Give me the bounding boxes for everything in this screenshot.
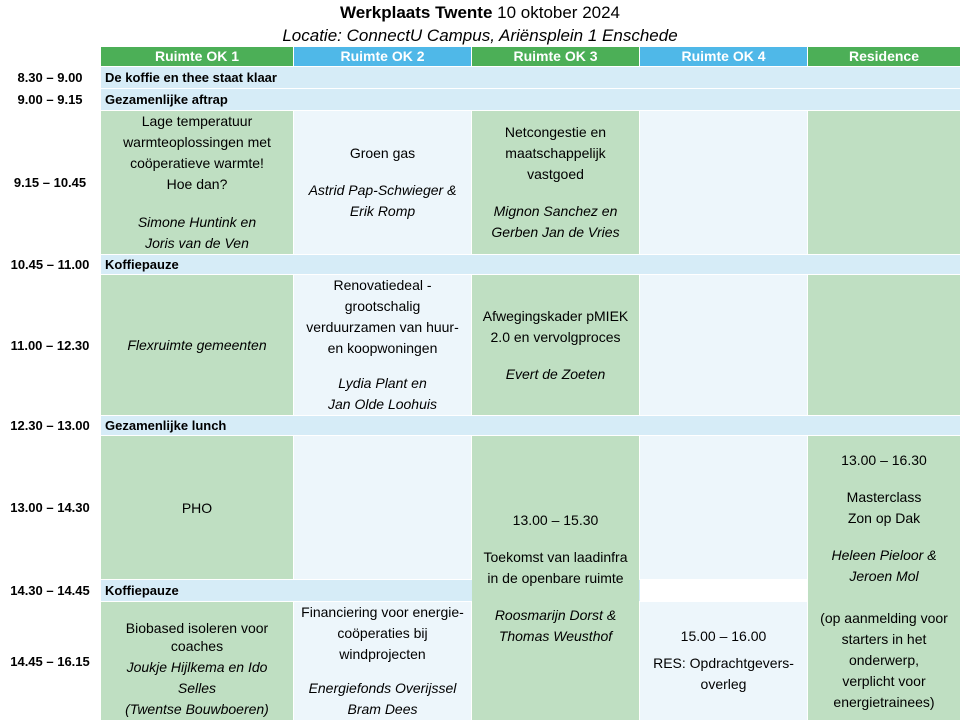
room-header-ok4: Ruimte OK 4 bbox=[640, 47, 807, 66]
session-card bbox=[101, 436, 293, 579]
room-header-residence: Residence bbox=[808, 47, 960, 66]
session-title-line: 13.00 – 15.30 bbox=[512, 512, 599, 528]
time-slot: 8.30 – 9.00 bbox=[17, 70, 83, 85]
session-title-line: coaches bbox=[170, 638, 224, 654]
session-card bbox=[294, 275, 471, 415]
time-slot: 10.45 – 11.00 bbox=[10, 257, 90, 272]
session-title-line: Toekomst van laadinfra bbox=[483, 549, 628, 565]
session-speaker: Astrid Pap-Schwieger & bbox=[308, 182, 457, 198]
session-title-line: Masterclass bbox=[846, 489, 922, 505]
session-note: onderwerp, bbox=[848, 652, 920, 668]
room-header-ok3: Ruimte OK 3 bbox=[472, 47, 639, 66]
session-card bbox=[101, 111, 293, 254]
session-speaker: Joukje Hijlkema en Ido Selles bbox=[126, 659, 268, 696]
session-card bbox=[294, 602, 471, 720]
empty-slot bbox=[640, 275, 807, 415]
session-speaker: Roosmarijn Dorst & bbox=[494, 607, 617, 623]
time-slot: 11.00 – 12.30 bbox=[10, 337, 90, 353]
session-speaker: Bram Dees bbox=[347, 701, 418, 717]
session-title-line: Netcongestie en bbox=[504, 124, 607, 140]
session-title-line: Hoe dan? bbox=[166, 176, 228, 192]
session-speaker: Heleen Pieloor & bbox=[831, 547, 937, 563]
session-title-line: maatschappelijk bbox=[505, 145, 606, 161]
session-title-line: Afwegingskader pMIEK bbox=[482, 307, 629, 324]
room-header-ok1: Ruimte OK 1 bbox=[101, 47, 293, 66]
session-title-line: 2.0 en vervolgproces bbox=[490, 328, 621, 345]
session-title-line: 13.00 – 16.30 bbox=[841, 452, 927, 468]
session-title-line: Biobased isoleren voor bbox=[125, 620, 269, 636]
session-title-line: Groen gas bbox=[349, 145, 416, 161]
session-note: starters in het bbox=[841, 631, 927, 647]
session-speaker: Joris van de Ven bbox=[145, 235, 249, 251]
page-title bbox=[0, 2, 960, 24]
empty-slot bbox=[640, 436, 807, 579]
session-speaker: Evert de Zoeten bbox=[505, 365, 606, 382]
break-row: Koffiepauze bbox=[101, 255, 960, 274]
session-title-line: overleg bbox=[700, 676, 747, 692]
session-card bbox=[808, 436, 960, 720]
session-title-line: verduurzamen van huur- bbox=[306, 319, 459, 335]
session-speaker: Jan Olde Loohuis bbox=[328, 396, 437, 412]
empty-slot bbox=[294, 436, 471, 579]
location-subtitle: Locatie: ConnectU Campus, Ariënsplein 1 Enschede bbox=[282, 26, 678, 45]
session-title-line: warmteoplossingen met bbox=[123, 134, 271, 150]
session-card bbox=[101, 602, 293, 720]
session-speaker: Gerben Jan de Vries bbox=[491, 224, 620, 240]
session-title-line: Flexruimte gemeenten bbox=[127, 336, 267, 353]
session-title-line: en koopwoningen bbox=[327, 340, 438, 356]
session-speaker: Jeroen Mol bbox=[849, 568, 919, 584]
session-title-line: coöperaties bij bbox=[337, 625, 428, 641]
session-note: energietrainees) bbox=[833, 694, 935, 710]
session-note: (op aanmelding voor bbox=[820, 610, 948, 626]
session-title-line: coöperatieve warmte! bbox=[130, 155, 264, 171]
empty-slot bbox=[640, 111, 807, 254]
break-row: Gezamenlijke lunch bbox=[101, 416, 960, 435]
session-title-line: Lage temperatuur bbox=[141, 113, 253, 129]
session-title-line: Renovatiedeal - bbox=[333, 277, 432, 293]
session-card bbox=[101, 275, 293, 415]
session-title-line: 15.00 – 16.00 bbox=[680, 628, 767, 644]
session-speaker: Thomas Weusthof bbox=[498, 628, 613, 644]
session-speaker: Energiefonds Overijssel bbox=[308, 680, 457, 696]
session-speaker: Mignon Sanchez en bbox=[493, 203, 618, 219]
session-title-line: PHO bbox=[181, 500, 213, 516]
session-speaker: Erik Romp bbox=[349, 203, 416, 219]
session-title-line: RES: Opdrachtgevers- bbox=[653, 655, 794, 671]
session-card bbox=[294, 111, 471, 254]
session-title-line: Zon op Dak bbox=[847, 510, 921, 526]
session-speaker: (Twentse Bouwboeren) bbox=[125, 701, 269, 717]
session-card bbox=[640, 602, 807, 720]
title-date: 10 oktober 2024 bbox=[492, 3, 621, 22]
title-bold: Werkplaats Twente bbox=[339, 3, 493, 22]
time-slot: 14.45 – 16.15 bbox=[10, 653, 90, 669]
empty-slot bbox=[808, 275, 960, 415]
session-speaker: Lydia Plant en bbox=[338, 375, 427, 391]
session-title-line: vastgoed bbox=[527, 166, 584, 182]
session-title-line: Financiering voor energie- bbox=[301, 604, 464, 620]
time-slot: 14.30 – 14.45 bbox=[10, 583, 90, 598]
session-card bbox=[472, 275, 639, 415]
time-slot: 9.00 – 9.15 bbox=[17, 92, 83, 107]
time-slot: 9.15 – 10.45 bbox=[13, 175, 87, 190]
session-title-line: grootschalig bbox=[344, 298, 421, 314]
room-header-ok2: Ruimte OK 2 bbox=[294, 47, 471, 66]
break-row: Gezamenlijke aftrap bbox=[101, 89, 960, 110]
session-speaker: Simone Huntink en bbox=[137, 214, 257, 230]
session-title-line: in de openbare ruimte bbox=[487, 570, 624, 586]
session-card bbox=[472, 111, 639, 254]
session-title-line: windprojecten bbox=[339, 646, 426, 662]
empty-slot bbox=[808, 111, 960, 254]
time-slot: 12.30 – 13.00 bbox=[10, 418, 90, 433]
session-note: verplicht voor bbox=[842, 673, 926, 689]
break-row: Koffiepauze bbox=[101, 580, 640, 601]
session-card bbox=[472, 436, 639, 720]
time-slot: 13.00 – 14.30 bbox=[10, 500, 90, 515]
break-row: De koffie en thee staat klaar bbox=[101, 67, 960, 88]
